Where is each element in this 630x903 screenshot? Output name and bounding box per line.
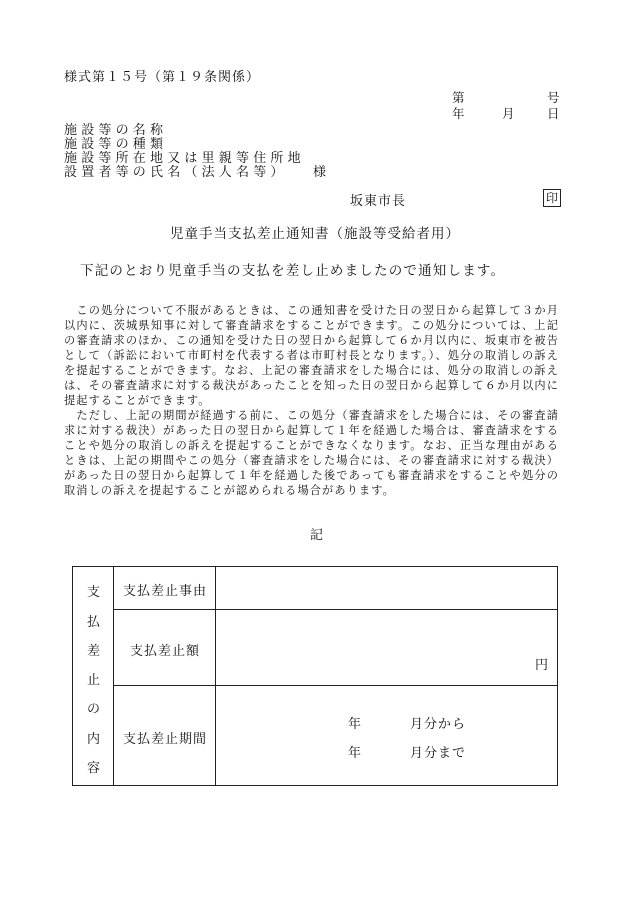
appeal-notice — [64, 303, 559, 498]
honorific: 様 — [313, 165, 327, 180]
facility-type-label: 施設等の種類 — [64, 137, 168, 152]
doc-no-suffix: 号 — [547, 90, 560, 105]
divider — [114, 685, 557, 686]
facility-address-label: 施設等所在地又は里親等住所地 — [64, 151, 305, 166]
side-char: 支 — [86, 585, 100, 600]
side-char: 止 — [86, 673, 100, 688]
notice-paragraph-1: この処分について不服があるときは、この通知書を受けた日の翌日から起算して３か月以内に、茨城県知事に対して審査請求をすることができます。この処分については、上記の審査請求のほか、この通知を受けた日の翌日から起算して６か月以内に、坂東市を被告として（訴訟において市町村を代表する者は市町村長となります。）、処分の取消しの訴えを提起することができます。なお、上記の審査請求をした場合には、処分の取消しの訴えは、その審査請求に対する裁決があったことを知った日の翌日から起算して６か月以内に提起することができます。 — [64, 304, 559, 407]
amount-unit: 円 — [535, 658, 549, 673]
seal-stamp: 印 — [543, 189, 561, 207]
divider — [114, 609, 557, 610]
form-number: 様式第１５号（第１９条関係） — [64, 70, 261, 85]
side-char: 容 — [86, 761, 100, 776]
founder-name-label: 設置者等の氏名（法人名等） — [64, 165, 288, 180]
period-to-year: 年 — [348, 746, 362, 761]
side-char: 差 — [86, 644, 100, 659]
notice-paragraph-2: ただし、上記の期間が経過する前に、この処分（審査請求をした場合には、その審査請求に対する裁決）があった日の翌日から起算して１年を経過した場合は、審査請求をすることや処分の取消しの訴えを提起することができなくなります。なお、正当な理由があるときは、上記の期間やこの処分（審査請求をした場合には、その審査請求に対する裁決）があった日の翌日から起算して１年を経過した後であっても審査請求をすることや処分の取消しの訴えを提起することが認められる場合があります。 — [64, 409, 559, 497]
divider — [113, 567, 114, 785]
lead-sentence: 下記のとおり児童手当の支払を差し止めましたので通知します。 — [80, 263, 506, 279]
ki-heading: 記 — [310, 528, 324, 543]
issuer-name: 坂東市長 — [350, 194, 407, 209]
period-label: 支払差止期間 — [122, 732, 207, 747]
period-from-year: 年 — [348, 717, 362, 732]
document-title: 児童手当支払差止通知書（施設等受給者用） — [170, 226, 460, 242]
divider — [215, 567, 216, 785]
side-header — [73, 567, 114, 787]
side-char: 払 — [86, 615, 100, 630]
period-to-month: 月分まで — [410, 746, 467, 761]
reason-label: 支払差止事由 — [122, 584, 207, 599]
side-char: の — [86, 702, 100, 717]
period-from-month: 月分から — [410, 717, 467, 732]
facility-name-label: 施設等の名称 — [64, 123, 168, 138]
suspension-details-table — [72, 566, 558, 786]
side-char: 内 — [86, 732, 100, 747]
doc-no-label: 第 — [452, 90, 465, 105]
amount-label: 支払差止額 — [129, 644, 200, 659]
month-label: 月 — [502, 106, 515, 121]
day-label: 日 — [547, 106, 560, 121]
year-label: 年 — [452, 106, 465, 121]
